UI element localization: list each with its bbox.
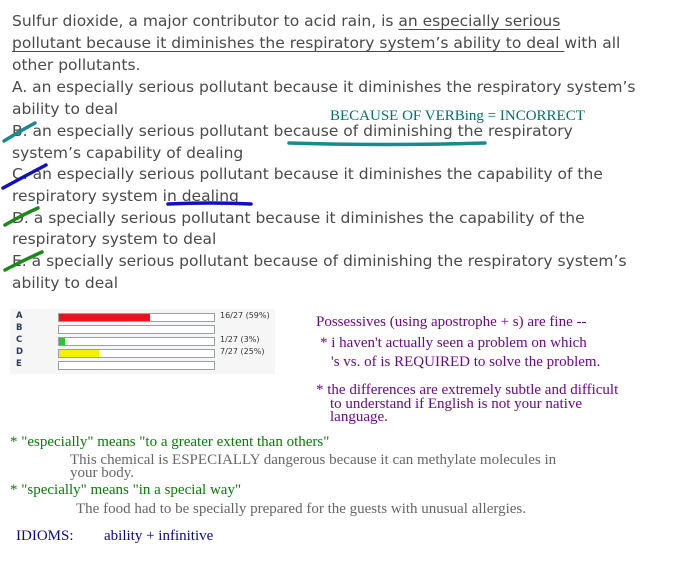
possessives-heading: Possessives (using apostrophe + s) are fine --: [316, 314, 587, 330]
especially-definition: * "especially" means "to a greater extent than others": [10, 434, 330, 450]
possessives-note-1-cont: 's vs. of is REQUIRED to solve the problem.: [331, 354, 601, 370]
answer-bar-track: [58, 313, 215, 322]
specially-example: The food had to be specially prepared for the guests with unusual allergies.: [76, 501, 527, 517]
option-e-line-2: ability to deal: [12, 274, 119, 292]
possessives-note-2-cont: to understand if English is not your native: [330, 396, 583, 412]
option-c-line-1: C. an especially serious pollutant because it diminishes the capability of the: [12, 165, 603, 183]
underline-because-of-diminishing: [289, 143, 485, 145]
answer-letter: B: [16, 323, 23, 333]
answer-bar-fill: [59, 314, 150, 321]
option-a-line-2: ability to deal: [12, 100, 119, 118]
option-b-line-2: system’s capability of dealing: [12, 144, 244, 162]
answer-letter: E: [16, 359, 22, 369]
answer-row-a: [10, 312, 275, 323]
answer-count: 16/27 (59%): [220, 311, 270, 320]
option-d-line-1: D. a specially serious pollutant because it diminishes the capability of the: [12, 209, 585, 227]
option-b-line-1: B. an especially serious pollutant because of diminishing the respiratory: [12, 122, 573, 140]
answer-bar-track: [58, 361, 215, 370]
option-e-line-1: E. a specially serious pollutant because of diminishing the respiratory system’s: [12, 252, 627, 270]
question-stem-line-1: Sulfur dioxide, a major contributor to acid rain, is an especially serious: [12, 12, 561, 30]
answer-bar-fill: [59, 350, 99, 357]
answer-row-d: [10, 348, 275, 359]
annotation-because-of-verbing: BECAUSE OF VERBing = INCORRECT: [330, 108, 585, 124]
option-c-line-2: respiratory system in dealing: [12, 187, 239, 205]
answer-bar-track: [58, 337, 215, 346]
answer-bar-track: [58, 325, 215, 334]
strike-mark-c: [3, 165, 46, 188]
question-stem-line-3: other pollutants.: [12, 56, 141, 74]
answer-letter: D: [16, 347, 24, 357]
answer-bar-track: [58, 349, 215, 358]
option-a-line-1: A. an especially serious pollutant because it diminishes the respiratory system’s: [12, 78, 636, 96]
answer-count: 7/27 (25%): [220, 347, 265, 356]
answer-bar-fill: [59, 338, 65, 345]
possessives-note-1: * i haven't actually seen a problem on which: [320, 335, 587, 351]
possessives-note-2: * the differences are extremely subtle and difficult: [316, 382, 619, 398]
answer-row-e: [10, 360, 275, 371]
answer-letter: A: [16, 311, 23, 321]
answer-letter: C: [16, 335, 23, 345]
idioms-label: IDIOMS:: [16, 528, 74, 544]
idioms-value: ability + infinitive: [104, 528, 214, 544]
strike-mark-d: [5, 208, 38, 225]
possessives-note-2-end: language.: [330, 409, 388, 425]
question-stem-line-2: pollutant because it diminishes the respiratory system’s ability to deal with all: [12, 34, 621, 52]
answer-statistics: [10, 309, 275, 374]
strike-mark-b: [4, 123, 35, 141]
answer-count: 1/27 (3%): [220, 335, 260, 344]
especially-example: This chemical is ESPECIALLY dangerous because it can methylate molecules in: [70, 452, 557, 468]
specially-definition: * "specially" means "in a special way": [10, 482, 242, 498]
underline-in-dealing: [168, 203, 251, 204]
option-d-line-2: respiratory system to deal: [12, 230, 217, 248]
especially-example-cont: your body.: [70, 465, 135, 481]
answer-row-c: [10, 336, 275, 347]
strike-mark-e: [5, 252, 42, 270]
answer-row-b: [10, 324, 275, 335]
underlined-phrase: pollutant because it diminishes the respiratory system’s ability to deal: [12, 34, 565, 52]
underlined-phrase: an especially serious: [398, 12, 561, 30]
